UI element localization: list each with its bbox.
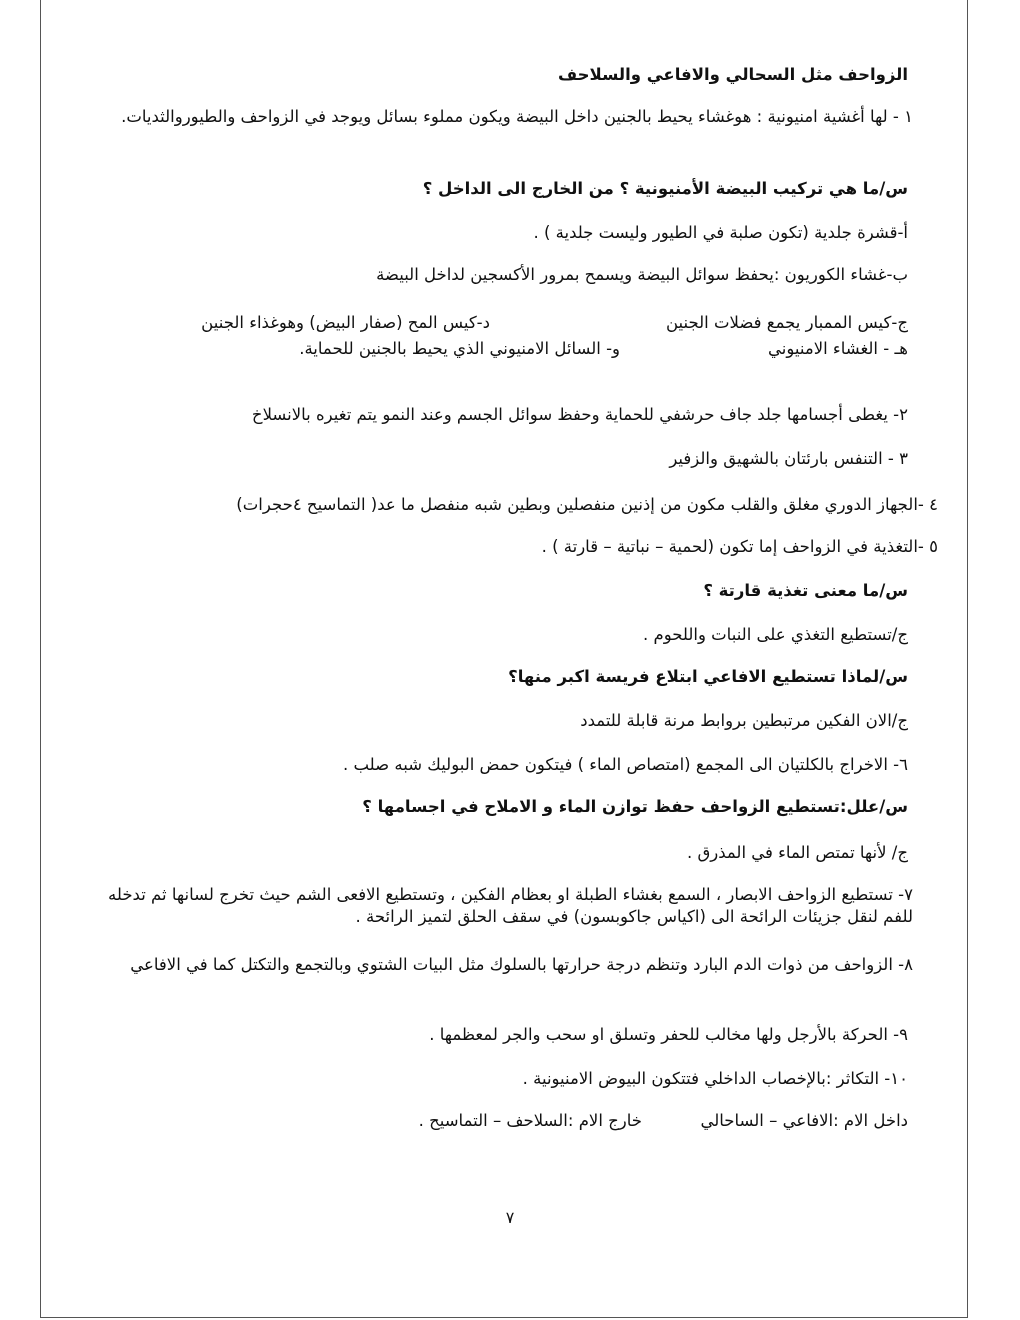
question-omnivore: س/ما معنى تغذية قارتة ؟: [703, 581, 908, 600]
point-reproduction: ١٠- التكاثر :بالإخصاب الداخلي فتتكون البيوض الامنيونية .: [522, 1069, 908, 1088]
point-nutrition: ٥ -التغذية في الزواحف إما تكون (لحمية – نباتية – قارتة ) .: [541, 537, 938, 556]
answer-amnion: هـ - الغشاء الامنيوني: [768, 339, 908, 358]
answer-yolk-sac: د-كيس المح (صفار البيض) وهوغذاء الجنين: [201, 313, 490, 332]
question-water-balance: س/علل:تستطيع الزواحف حفظ توازن الماء و الاملاح في اجسامها ؟: [362, 797, 908, 816]
page-title: الزواحف مثل السحالي والافاعي والسلاحف: [558, 65, 908, 84]
question-amniotic-egg: س/ما هي تركيب البيضة الأمنيونية ؟ من الخارج الى الداخل ؟: [422, 179, 908, 198]
question-snakes: س/لماذا تستطيع الافاعي ابتلاع فريسة اكبر منها؟: [508, 667, 908, 686]
point-senses: ٧- تستطيع الزواحف الابصار ، السمع بغشاء الطبلة او بعظام الفكين ، وتستطيع الافعى الشم حيث تخرج لسانها ثم تدخله للفم لنقل جزيئات الرائحة الى (اكياس جاكوبسون) في سقف الحلق لتميز الرائحة .: [108, 885, 913, 926]
point-movement: ٩- الحركة بالأرجل ولها مخالب للحفر وتسلق او سحب والجر لمعظمها .: [429, 1025, 908, 1044]
outside-mother: خارج الام :السلاحف – التماسيح .: [418, 1111, 642, 1130]
answer-omnivore: ج/تستطيع التغذي على النبات واللحوم .: [642, 625, 908, 644]
answer-allantois: ج-كيس الممبار يجمع فضلات الجنين: [665, 313, 908, 332]
answer-amniotic-fluid: و- السائل الامنيوني الذي يحيط بالجنين للحماية.: [299, 339, 620, 358]
inside-mother: داخل الام :الافاعي – الساحالي: [700, 1111, 908, 1130]
answer-water-balance: ج/ لأنها تمتص الماء في المذرق .: [686, 843, 908, 862]
point-circulation: ٤ -الجهاز الدوري مغلق والقلب مكون من إذنين منفصلين وبطين شبه منفصل ما عد( التماسيح ٤حجرات): [236, 495, 938, 514]
point-excretion: ٦- الاخراج بالكلتيان الى المجمع (امتصاص الماء ) فيتكون حمض البوليك شبه صلب .: [342, 755, 908, 774]
page-number: ٧: [505, 1208, 515, 1227]
point-cold-blooded: ٨- الزواحف من ذوات الدم البارد وتنظم درجة حرارتها بالسلوك مثل البيات الشتوي وبالتجمع والتكتل كما في الافاعي: [130, 955, 913, 974]
answer-shell: أ-قشرة جلدية (تكون صلبة في الطيور وليست جلدية ) .: [533, 223, 908, 242]
answer-snakes: ج/الان الفكين مرتبطين بروابط مرنة قابلة للتمدد: [580, 711, 908, 730]
point-breathing: ٣ - التنفس بارئتان بالشهيق والزفير: [669, 449, 908, 468]
answer-chorion: ب-غشاء الكوريون :يحفظ سوائل البيضة ويسمح بمرور الأكسجين لداخل البيضة: [376, 265, 908, 284]
point-skin: ٢- يغطى أجسامها جلد جاف حرشفي للحماية وحفظ سوائل الجسم وعند النمو يتم تغيره بالانسلاخ: [251, 405, 908, 424]
amnion-definition: ١ - لها أغشية امنيونية : هوغشاء يحيط بالجنين داخل البيضة ويكون مملوء بسائل ويوجد في الزواحف والطيوروالثديات.: [121, 107, 913, 126]
